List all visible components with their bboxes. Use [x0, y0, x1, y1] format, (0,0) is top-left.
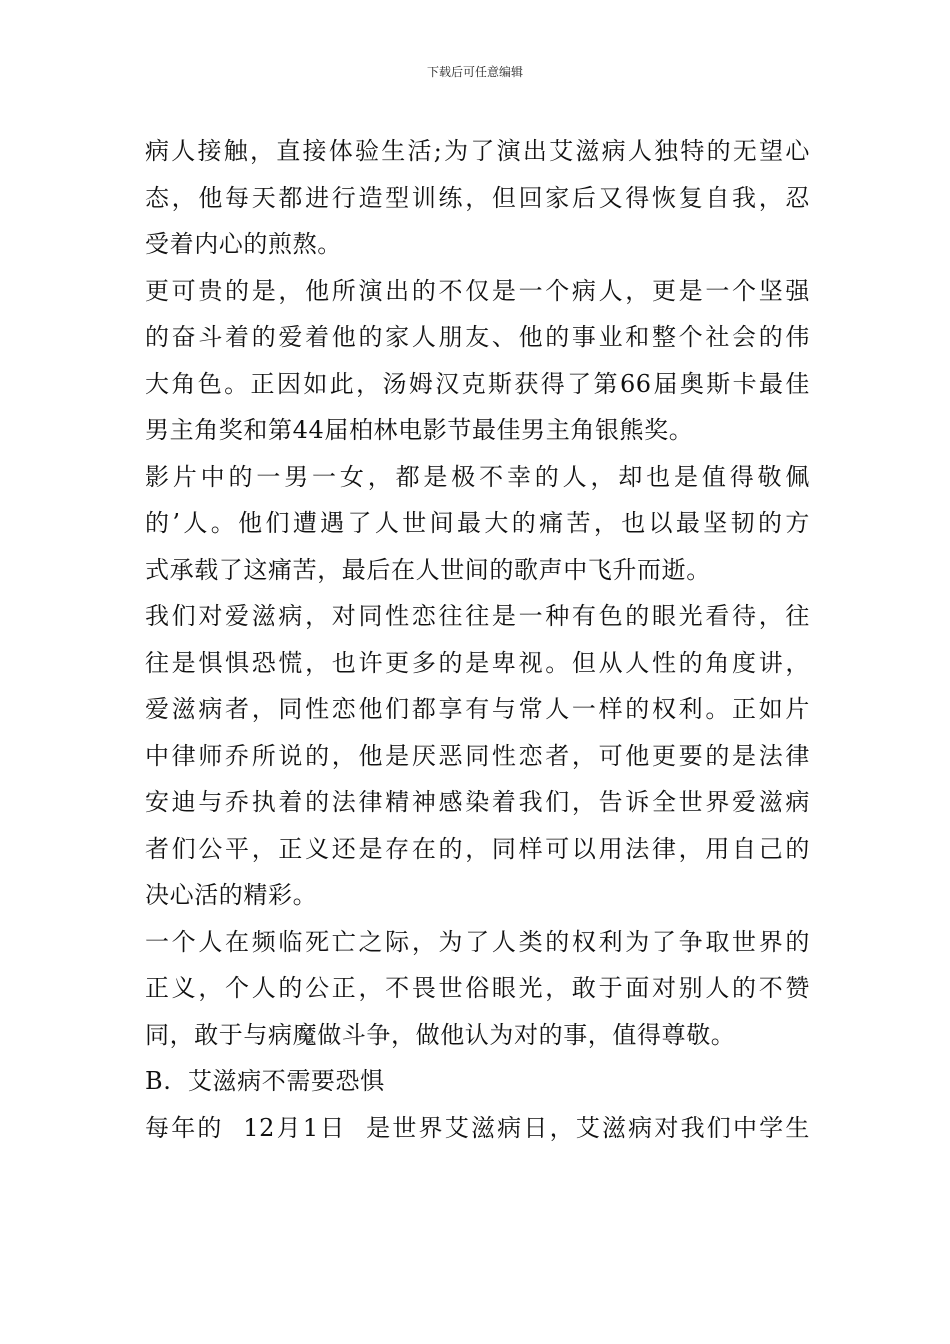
text-line: 男主角奖和第44届柏林电影节最佳男主角银熊奖。 [145, 416, 694, 444]
text-line: 受着内心的煎熬。 [145, 230, 342, 258]
text-line: 式承载了这痛苦，最后在人世间的歌声中飞升而逝。 [145, 555, 711, 584]
text-line: 每年的 12月1日 是世界艾滋病日，艾滋病对我们中学生 [145, 1113, 810, 1142]
text-line: 者们公平，正义还是存在的，同样可以用法律，用自己的 [145, 834, 810, 863]
section-heading: B. 艾滋病不需要恐惧 [145, 1067, 385, 1095]
document-body [145, 128, 810, 1151]
text-line: 同，敢于与病魔做斗争，做他认为对的事，值得尊敬。 [145, 1020, 736, 1049]
text-line: 安迪与乔执着的法律精神感染着我们，告诉全世界爱滋病 [145, 788, 810, 816]
text-line: 病人接触，直接体验生活;为了演出艾滋病人独特的无望心 [145, 137, 810, 165]
text-line: 的奋斗着的爱着他的家人朋友、他的事业和整个社会的伟 [145, 323, 810, 351]
text-line: 态，他每天都进行造型训练，但回家后又得恢复自我，忍 [145, 183, 810, 212]
text-line: 往是惧惧恐慌，也许更多的是卑视。但从人性的角度讲， [145, 648, 810, 677]
text-line: 中律师乔所说的，他是厌恶同性恋者，可他更要的是法律 [145, 741, 810, 770]
text-line: 大角色。正因如此，汤姆汉克斯获得了第66届奥斯卡最佳 [145, 369, 810, 398]
text-line: 我们对爱滋病，对同性恋往往是一种有色的眼光看待，往 [145, 602, 810, 630]
text-line: 影片中的一男一女，都是极不幸的人，却也是值得敬佩 [145, 462, 810, 491]
text-line: 决心活的精彩。 [145, 881, 318, 909]
text-line: 一个人在频临死亡之际，为了人类的权利为了争取世界的 [145, 927, 810, 956]
text-line: 爱滋病者，同性恋他们都享有与常人一样的权利。正如片 [145, 695, 810, 723]
page-header: 下载后可任意编辑 [426, 65, 523, 79]
text-line: 正义，个人的公正，不畏世俗眼光，敢于面对别人的不赞 [145, 974, 810, 1002]
text-line: 的’人。他们遭遇了人世间最大的痛苦，也以最坚韧的方 [145, 509, 810, 537]
text-line: 更可贵的是，他所演出的不仅是一个病人，更是一个坚强 [145, 276, 810, 305]
